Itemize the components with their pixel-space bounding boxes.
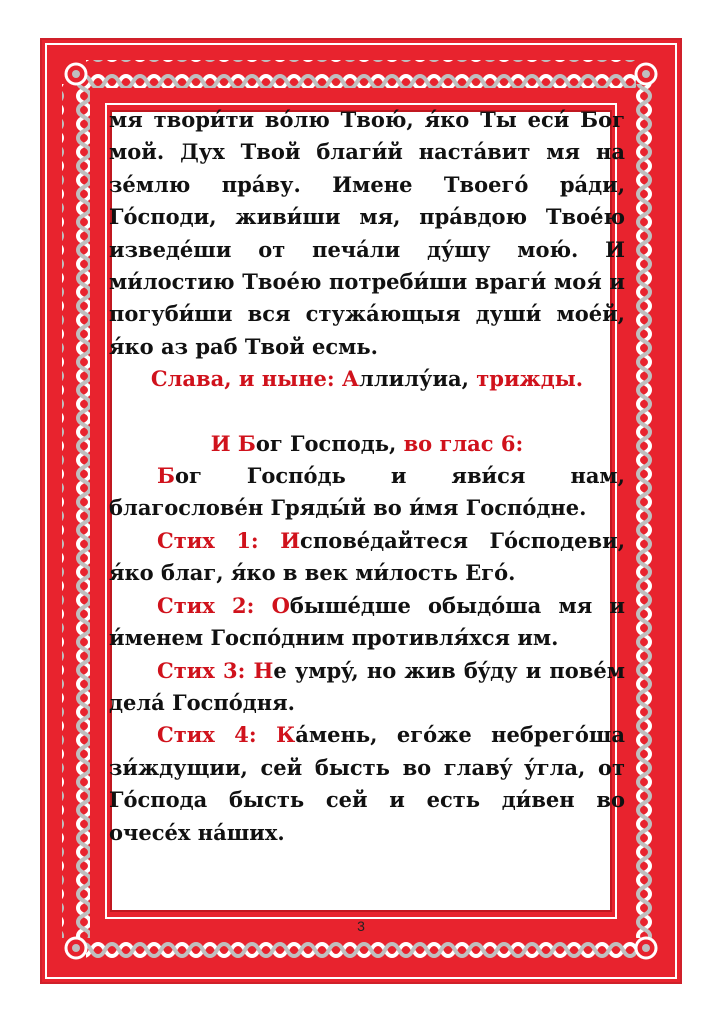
section-heading	[109, 428, 625, 460]
verse-label: Стих 1:	[157, 527, 281, 553]
verse-text: áмень, егóже небрегóша зи́ждущии, сей бысть во главý ýгла, от Гóспода бысть сей и есть ди́вен во очесéх нáших.	[109, 722, 626, 845]
verse-initial: Б	[157, 463, 175, 489]
heading-text: ог Господь,	[255, 430, 404, 456]
slava-rubric: Слава, и ныне: А	[150, 366, 360, 392]
heading-tone: во глас 6:	[403, 430, 524, 456]
verse-label: Стих 4:	[157, 722, 277, 748]
spacer	[109, 396, 625, 428]
slava-thrice: трижды.	[468, 366, 584, 392]
verse-initial: Н	[253, 657, 274, 683]
verse-initial: И	[280, 527, 301, 553]
verse-label: Стих 2:	[157, 592, 272, 618]
prayer-text	[109, 104, 625, 849]
verse-2	[109, 590, 625, 655]
psalm-paragraph: мя твори́ти во́лю Твою́, я́ко Ты еси́ Бог мой. Дух Твой благи́й наста́вит мя на зе́млю пра́ву. Имене Твоего́ ра́ди, Го́споди, живи́ши мя, пра́вдою Твое́ю изведе́ши от печа́ли ду́шу мою́. И ми́лостию Твое́ю потреби́ши враги́ моя́ и погуби́ши вся стужа́ющыя души́ мое́й, я́ко аз раб Твой есмь.	[109, 107, 625, 359]
verse-3	[109, 655, 625, 720]
verse-initial: О	[271, 592, 290, 618]
verse-text: ог Госпо́дь и яви́ся нам, благослове́н Гряды́й во и́мя Госпо́дне.	[109, 463, 625, 521]
verse-text: бышéдше обыдóша мя и и́менем Госпóдним противля́хся им.	[109, 592, 625, 651]
slava-alleluia: ллилу́иа,	[359, 366, 469, 392]
verse-text: сповéдайтеся Гóсподеви, я́ко благ, я́ко в век ми́лость Его́.	[109, 527, 625, 586]
verse-1	[109, 525, 625, 590]
verse-main	[109, 460, 625, 525]
verse-label: Стих 3:	[157, 657, 254, 683]
slava-line	[109, 363, 625, 395]
page-number: 3	[357, 918, 365, 934]
verse-initial: К	[276, 722, 296, 748]
verse-text: е умрý, но жив бýду и повéм делá Госпóдня.	[109, 657, 625, 715]
verse-4	[109, 719, 625, 849]
heading-initial: И Б	[210, 430, 256, 456]
